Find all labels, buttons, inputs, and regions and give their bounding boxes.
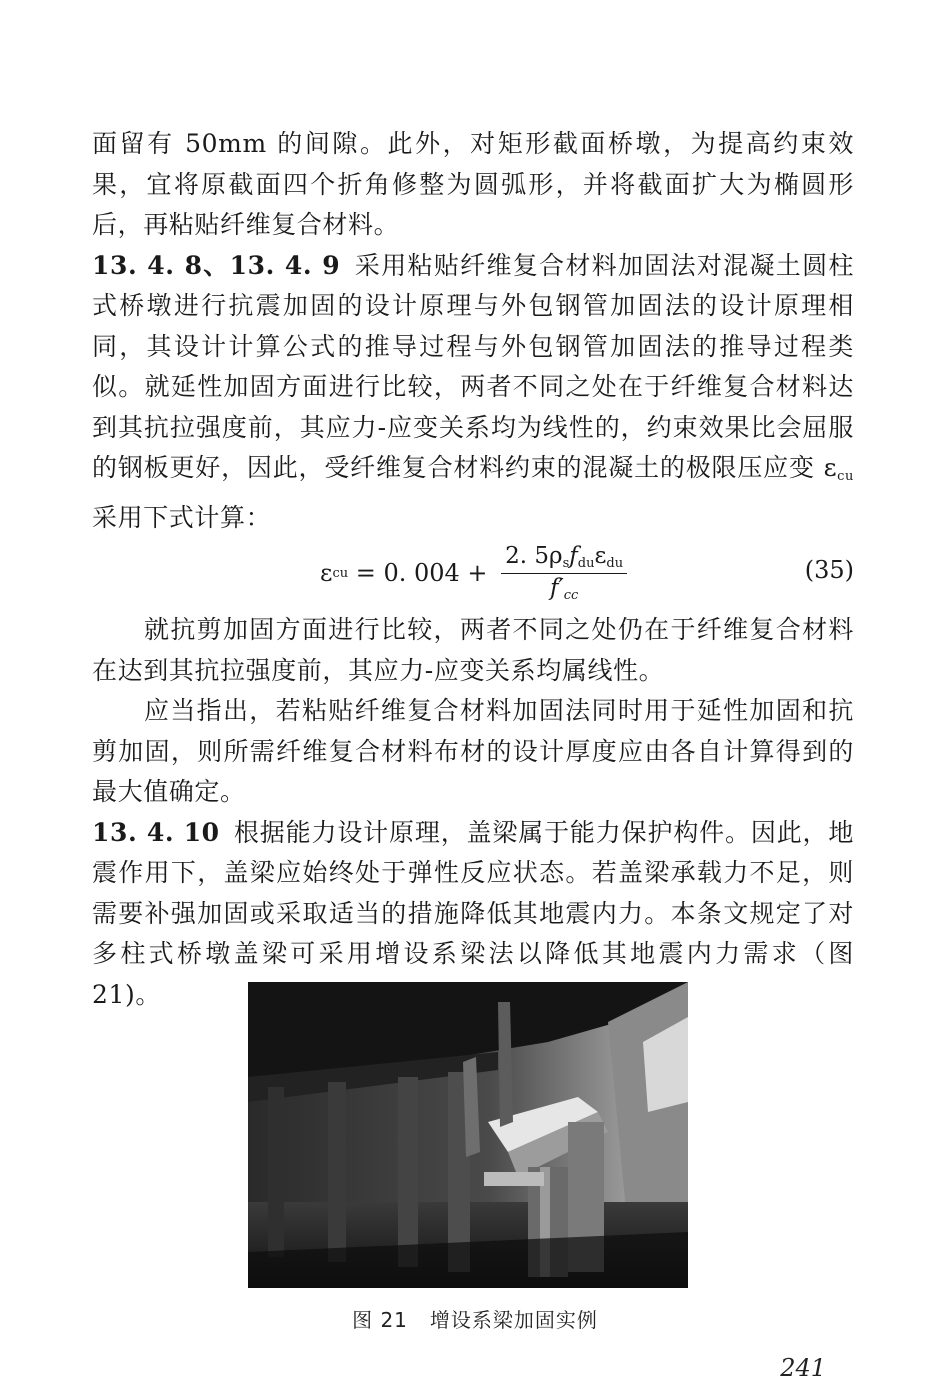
numerator-f: f (569, 543, 578, 569)
equation-body (320, 540, 627, 606)
equation-denominator (550, 574, 578, 603)
paragraph-continuation: 面留有 50mm 的间隙。此外，对矩形截面桥墩，为提高约束效果，宜将原截面四个折角修整为圆弧形，并将截面扩大为椭圆形后，再粘贴纤维复合材料。 (92, 129, 854, 239)
figure-caption-text: 增设系梁加固实例 (429, 1308, 598, 1332)
numerator-eps: ε (594, 543, 607, 569)
numerator-coef: 2. 5ρ (505, 543, 563, 569)
paragraph-text: 根据能力设计原理，盖梁属于能力保护构件。因此，地震作用下，盖梁应始终处于弹性反应状态。若盖梁承载力不足，则需要补强加固或采取适当的措施降低其地震内力。本条文规定了对多柱式桥墩盖梁可采用增设系梁法以降低其地震内力需求（图 21)。 (92, 817, 854, 1009)
denominator-sub: cc (563, 588, 579, 603)
equation-lhs-subscript: cu (332, 565, 349, 581)
body-text-upper (92, 124, 854, 538)
equation-constant: = 0. 004 + (348, 559, 496, 587)
paragraph-note: 应当指出，若粘贴纤维复合材料加固法同时用于延性加固和抗剪加固，则所需纤维复合材料布材的设计厚度应由各自计算得到的最大值确定。 (92, 696, 854, 806)
equation-numerator (501, 543, 627, 574)
numerator-sub-du: du (577, 556, 595, 571)
page-number: 241 (780, 1354, 826, 1382)
denominator-f: f′ (549, 575, 564, 601)
figure-caption-number: 图 21 (352, 1308, 408, 1332)
bridge-photo-illustration (248, 982, 688, 1288)
numerator-sub-du2: du (606, 556, 624, 571)
equation-35 (92, 540, 854, 606)
equation-number: (35) (804, 556, 854, 584)
paragraph-section-13-4-8 (92, 246, 854, 539)
paragraph-shear: 就抗剪加固方面进行比较，两者不同之处仍在于纤维复合材料在达到其抗拉强度前，其应力-应变关系均属线性。 (92, 615, 854, 685)
inline-symbol-subscript: cu (837, 469, 854, 484)
equation-fraction (501, 543, 627, 603)
section-number: 13. 4. 10 (92, 817, 220, 847)
equation-lhs: ε (320, 559, 333, 587)
paragraph-text: 采用粘贴纤维复合材料加固法对混凝土圆柱式桥墩进行抗震加固的设计原理与外包钢管加固法的设计原理相同，其设计计算公式的推导过程与外包钢管加固法的推导过程类似。就延性加固方面进行比较，两者不同之处在于纤维复合材料达到其抗拉强度前，其应力-应变关系均为线性的，约束效果比会屈服的钢板更好，因此，受纤维复合材料约束的混凝土的极限压应变 (92, 250, 854, 482)
figure-photo-bridge-tie-beam (248, 982, 688, 1288)
paragraph-text-end: 采用下式计算： (92, 502, 272, 532)
inline-symbol: ε (823, 453, 838, 482)
figure-caption (0, 1304, 950, 1333)
section-number: 13. 4. 8、13. 4. 9 (92, 250, 341, 280)
numerator-sub-s: s (562, 556, 570, 571)
body-text-lower (92, 610, 854, 1015)
